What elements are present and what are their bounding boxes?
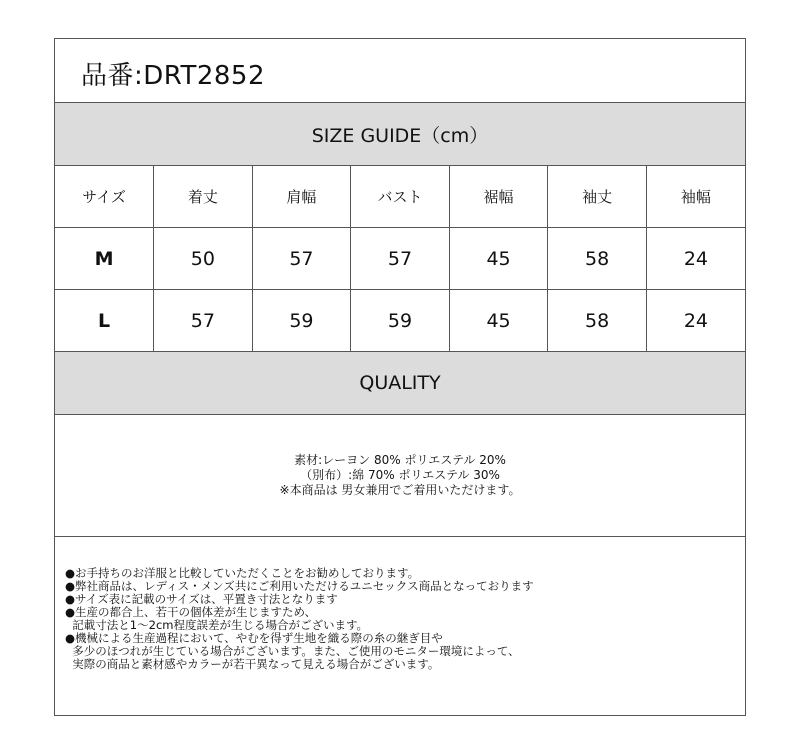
table-row [55,228,745,290]
size-guide-title: SIZE GUIDE（cm） [311,124,489,147]
note-line: ●生産の都合上、若干の個体差が生じますため、 [65,605,317,619]
table-cell: 57 [351,228,450,290]
table-cell: 45 [449,290,548,352]
material-line: ※本商品は 男女兼用でご着用いただけます。 [279,483,521,497]
size-label-cell: L [55,290,154,352]
size-label-cell: M [55,228,154,290]
table-cell: 24 [646,290,745,352]
header-cell-hem: 裾幅 [449,166,548,228]
size-table-header-row [55,166,745,228]
table-cell: 50 [154,228,253,290]
material-line: 素材:レーヨン 80% ポリエステル 20% [294,453,506,467]
note-line: ●弊社商品は、レディス・メンズ共にご利用いただけるユニセックス商品となっております [65,579,534,593]
note-line: 実際の商品と素材感やカラーが若干異なって見える場合がございます。 [65,657,440,671]
table-cell: 58 [548,228,647,290]
note-line: ●サイズ表に記載のサイズは、平置き寸法となります [65,592,338,606]
note-line: 多少のほつれが生じている場合がございます。また、ご使用のモニター環境によって、 [65,644,520,658]
size-guide-sheet [54,38,746,716]
header-cell-length: 着丈 [154,166,253,228]
notes-list [65,567,735,671]
table-cell: 45 [449,228,548,290]
note-line: ●機械による生産過程において、やむを得ず生地を織る際の糸の継ぎ目や [65,631,443,645]
header-cell-sleeve-length: 袖丈 [548,166,647,228]
table-cell: 57 [154,290,253,352]
note-line: ●お手持ちのお洋服と比較していただくことをお勧めしております。 [65,566,420,580]
material-line: （別布）:綿 70% ポリエステル 30% [300,468,500,482]
size-table [55,166,745,352]
quality-title: QUALITY [359,372,441,394]
table-cell: 24 [646,228,745,290]
header-cell-size: サイズ [55,166,154,228]
table-cell: 57 [252,228,351,290]
table-row [55,290,745,352]
header-cell-bust: バスト [351,166,450,228]
product-code: 品番:DRT2852 [81,61,266,91]
table-cell: 59 [252,290,351,352]
header-cell-sleeve-width: 袖幅 [646,166,745,228]
quality-header [55,352,745,415]
material-info [55,415,745,537]
table-cell: 59 [351,290,450,352]
product-code-row [55,39,745,103]
table-cell: 58 [548,290,647,352]
size-guide-header [55,103,745,166]
note-line: 記載寸法と1～2cm程度誤差が生じる場合がございます。 [65,618,369,632]
header-cell-shoulder: 肩幅 [252,166,351,228]
